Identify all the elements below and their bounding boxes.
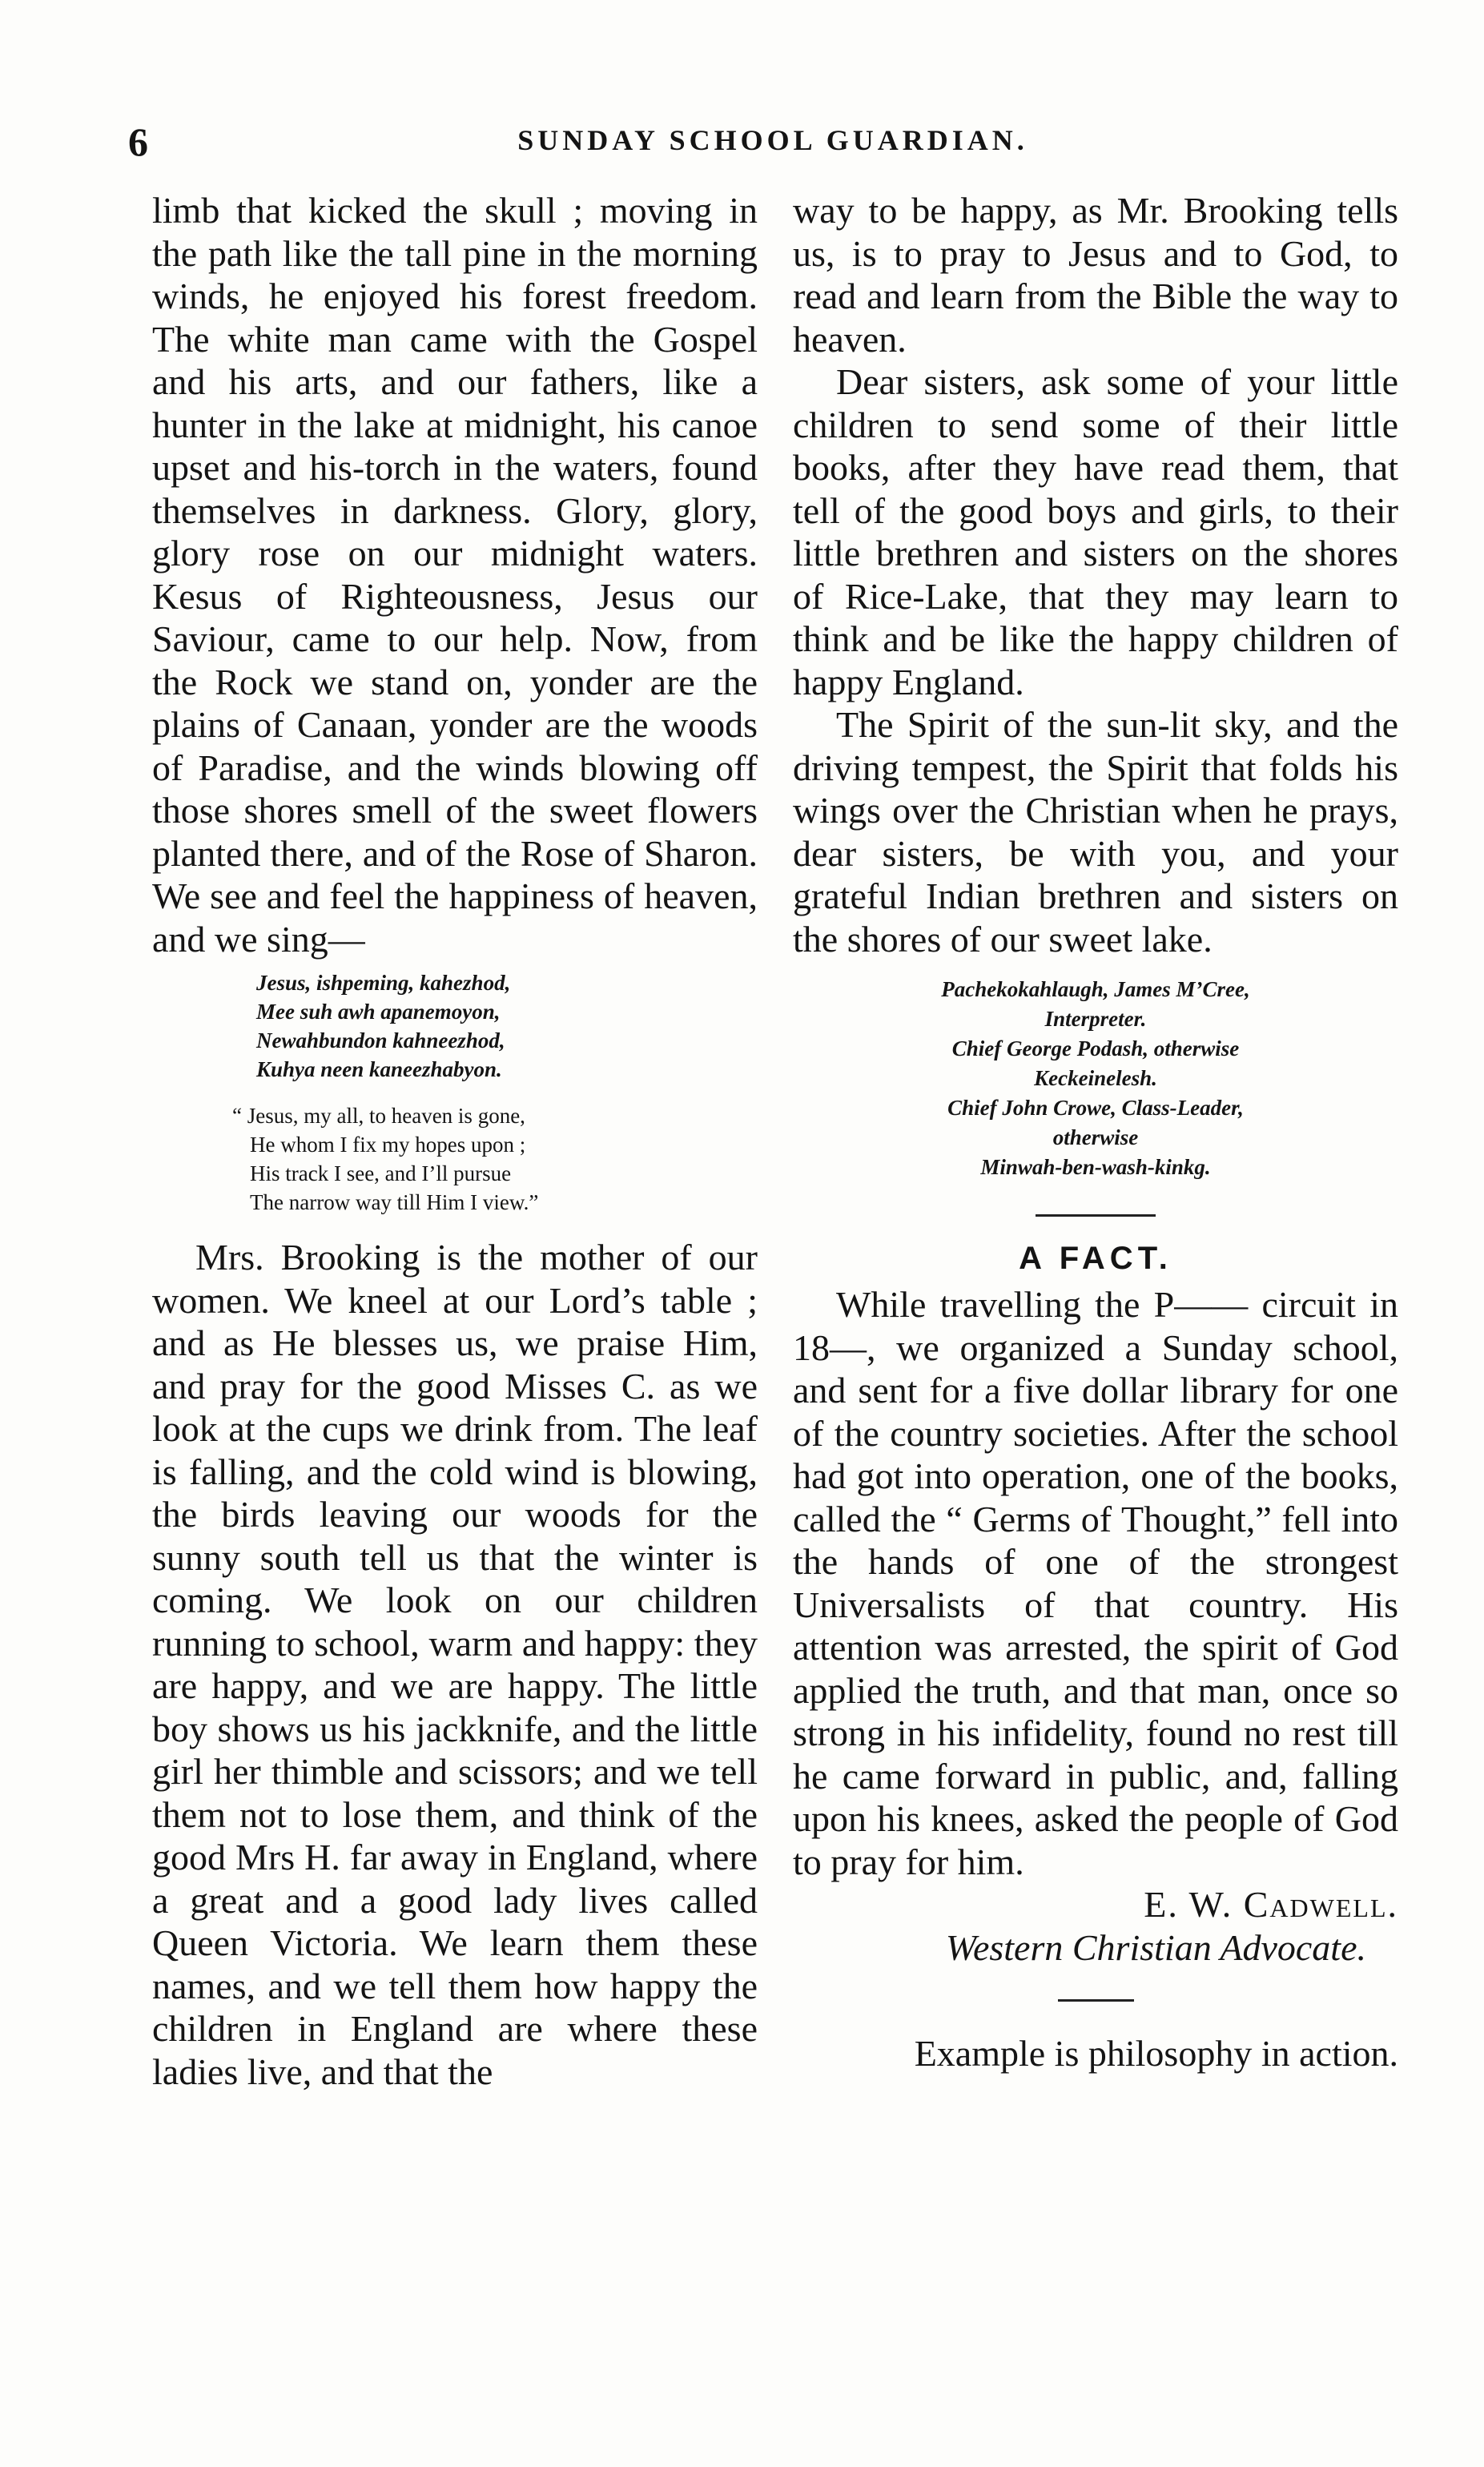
page-header bbox=[128, 119, 1418, 167]
signature-line: Interpreter. bbox=[1044, 1007, 1147, 1031]
running-title: SUNDAY SCHOOL GUARDIAN. bbox=[517, 124, 1028, 156]
body-paragraph: limb that kicked the skull ; moving in the path like the tall pine in the morning winds, he enjoyed his forest freedom. The white man came with the Gospel and his arts, and our fathers, like a hunter in the lake at midnight, his canoe upset and his-torch in the waters, found themselves in darkness. Glory, glory, glory rose on our midnight waters. Kesus of Righteousness, Jesus our Saviour, came to our help. Now, from the Rock we stand on, yonder are the plains of Canaan, yonder are the woods of Paradise, and the winds blowing off those shores smell of the sweet flowers planted there, and of the Rose of Sharon. We see and feel the happiness of heaven, and we sing— bbox=[152, 190, 758, 960]
maxim: Example is philosophy in action. bbox=[914, 2033, 1398, 2074]
body-paragraph: way to be happy, as Mr. Brooking tells us, is to pray to Jesus and to God, to read and learn from the Bible the way to heaven. bbox=[793, 190, 1398, 360]
signature-line: Keckeinelesh. bbox=[1034, 1066, 1157, 1090]
signatures-block bbox=[793, 975, 1398, 1182]
left-column bbox=[152, 189, 758, 2093]
body-paragraph: The Spirit of the sun-lit sky, and the driving tempest, the Spirit that folds his wings over the Christian when he prays, dear sisters, be with you, and your grateful Indian brethren and sisters on the shores of our sweet lake. bbox=[793, 704, 1398, 960]
verse-line: His track I see, and I’ll pursue bbox=[250, 1161, 512, 1185]
page-number: 6 bbox=[128, 119, 148, 164]
verse-line: Newahbundon kahneezhod, bbox=[256, 1028, 505, 1052]
right-column bbox=[793, 189, 1398, 2075]
article-source: Western Christian Advocate. bbox=[945, 1926, 1366, 1968]
article-body: While travelling the P—— circuit in 18—, we organized a Sunday school, and sent for a five dollar library for one of the country societies. After the school had got into operation, one of the books, called the “ Germs of Thought,” fell into the hands of one of the strongest Universalists of that country. His attention was arrested, the spirit of God applied the truth, and that man, once so strong in his infidelity, found no rest till he came forward in public, and, falling upon his knees, asked the people of God to pray for him. bbox=[793, 1284, 1398, 1882]
author-name: E. W. Cadwell. bbox=[1144, 1884, 1398, 1925]
body-paragraph: Dear sisters, ask some of your little children to send some of their little books, after they have read them, that tell of the good boys and girls, to their little brethren and sisters on the shores of Rice-Lake, that they may learn to think and be like the happy children of happy England. bbox=[793, 361, 1398, 702]
verse-line: He whom I fix my hopes upon ; bbox=[250, 1133, 526, 1157]
signature-line: Chief George Podash, otherwise bbox=[951, 1036, 1240, 1060]
verse-line: Mee suh awh apanemoyon, bbox=[256, 1000, 501, 1024]
signature-line: Pachekokahlaugh, James M’Cree, bbox=[941, 977, 1250, 1001]
signature-line: otherwise bbox=[1052, 1125, 1139, 1149]
verse-line: The narrow way till Him I view.” bbox=[250, 1190, 539, 1214]
native-hymn-verse bbox=[152, 968, 758, 1084]
verse-line: “ Jesus, my all, to heaven is gone, bbox=[232, 1104, 525, 1128]
article-heading: A FACT. bbox=[1019, 1241, 1172, 1276]
english-hymn-verse bbox=[152, 1101, 758, 1217]
article-author bbox=[793, 1883, 1398, 1926]
section-divider bbox=[1058, 1999, 1134, 2002]
signature-line: Minwah-ben-wash-kinkg. bbox=[980, 1155, 1211, 1179]
body-paragraph: Mrs. Brooking is the mother of our women. We kneel at our Lord’s table ; and as He blesses us, we praise Him, and pray for the good Misses C. as we look at the cups we drink from. The leaf is falling, and the cold wind is blowing, the birds leaving our woods for the sunny south tell us that the winter is coming. We look on our children running to school, warm and happy: they are happy, and we are happy. The little boy shows us his jackknife, and the little girl her thimble and scissors; and we tell them not to lose them, and think of the good Mrs H. far away in England, where a great and a good lady lives called Queen Victoria. We learn them these names, and we tell them how happy the children in England are where these ladies live, and that the bbox=[152, 1237, 758, 2092]
verse-line: Jesus, ishpeming, kahezhod, bbox=[256, 971, 511, 995]
signature-line: Chief John Crowe, Class-Leader, bbox=[947, 1096, 1244, 1120]
section-divider bbox=[1036, 1214, 1156, 1217]
verse-line: Kuhya neen kaneezhabyon. bbox=[256, 1057, 502, 1081]
